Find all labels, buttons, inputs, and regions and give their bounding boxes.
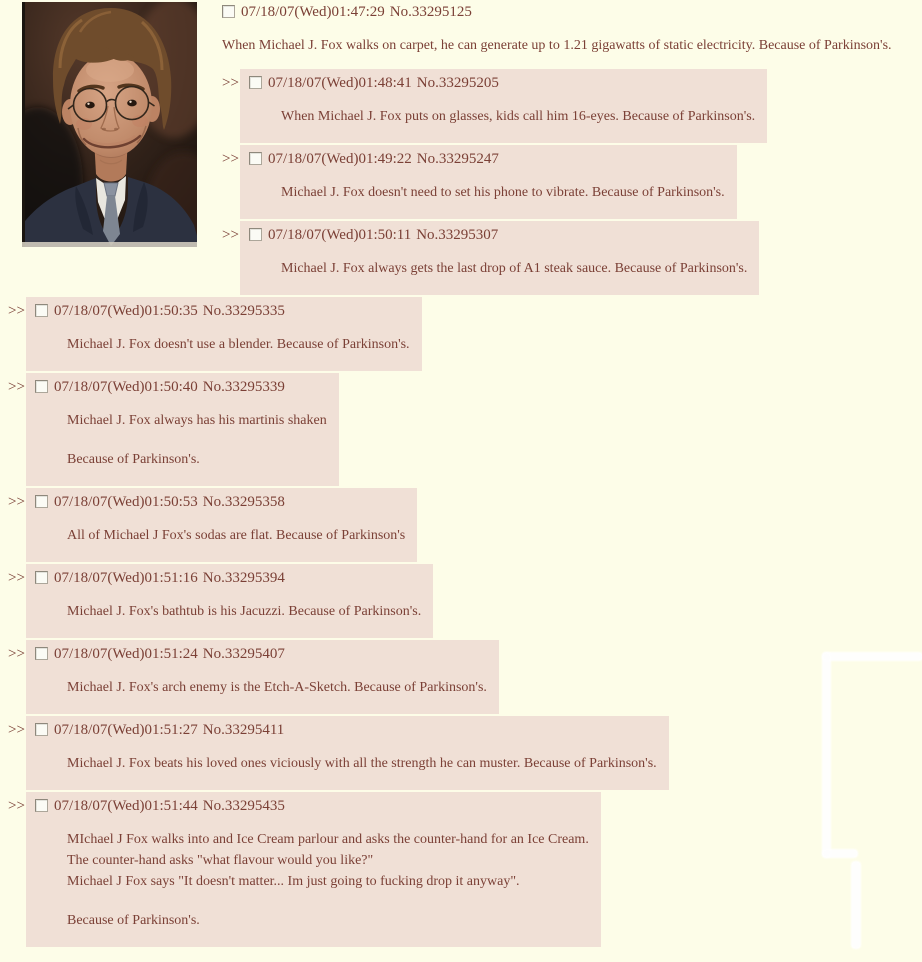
post-paragraph (67, 334, 410, 355)
op-image-michael-j-fox[interactable] (22, 2, 197, 247)
reply-arrow: >> (222, 75, 239, 91)
post-line: Michael J. Fox's arch enemy is the Etch-A-Sketch. Because of Parkinson's. (67, 680, 487, 695)
reply-post (8, 716, 922, 790)
post-timestamp: 07/18/07(Wed)01:50:40 (54, 379, 198, 395)
reply-arrow: >> (8, 722, 25, 738)
white-artifact-top (822, 652, 922, 661)
post-number[interactable]: No.33295358 (202, 494, 285, 510)
post-paragraph (67, 910, 589, 931)
post-line: Michael J. Fox always gets the last drop of A1 steak sauce. Because of Parkinson's. (281, 261, 748, 276)
post-paragraph (67, 753, 657, 774)
post-message (35, 677, 487, 698)
post-line: Michael J. Fox doesn't need to set his phone to vibrate. Because of Parkinson's. (281, 185, 725, 200)
post-checkbox[interactable] (35, 380, 48, 393)
reply-post (8, 564, 922, 638)
post-header (35, 569, 421, 587)
post-checkbox[interactable] (35, 571, 48, 584)
reply-arrow: >> (8, 646, 25, 662)
white-artifact-left (822, 652, 831, 858)
post-checkbox[interactable] (35, 495, 48, 508)
op-post-number[interactable]: No.33295125 (389, 4, 472, 20)
post-line: The counter-hand asks "what flavour would you like?" (67, 853, 374, 868)
post-paragraph (67, 677, 487, 698)
post-header (35, 645, 487, 663)
reply-box (26, 373, 339, 486)
post-number[interactable]: No.33295411 (202, 722, 285, 738)
post-timestamp: 07/18/07(Wed)01:51:16 (54, 570, 198, 586)
post-timestamp: 07/18/07(Wed)01:48:41 (268, 75, 412, 91)
post-timestamp: 07/18/07(Wed)01:50:11 (268, 227, 412, 243)
post-checkbox[interactable] (35, 723, 48, 736)
op-post-timestamp: 07/18/07(Wed)01:47:29 (241, 4, 385, 20)
reply-post (8, 297, 922, 371)
reply-box (26, 640, 499, 714)
post-number[interactable]: No.33295205 (416, 75, 499, 91)
post-timestamp: 07/18/07(Wed)01:50:35 (54, 303, 198, 319)
reply-box (26, 564, 433, 638)
post-header (35, 797, 589, 815)
reply-post (8, 792, 922, 947)
post-checkbox[interactable] (35, 304, 48, 317)
post-timestamp: 07/18/07(Wed)01:51:27 (54, 722, 198, 738)
post-line: When Michael J. Fox puts on glasses, kids call him 16-eyes. Because of Parkinson's. (281, 109, 756, 124)
post-timestamp: 07/18/07(Wed)01:50:53 (54, 494, 198, 510)
post-header (35, 302, 410, 320)
reply-post (8, 640, 922, 714)
post-line: All of Michael J Fox's sodas are flat. Because of Parkinson's (67, 528, 406, 543)
reply-arrow: >> (8, 303, 25, 319)
post-line: Michael J. Fox beats his loved ones viciously with all the strength he can muster. Because of Parkinson's. (67, 756, 657, 771)
post-message (35, 601, 421, 622)
post-timestamp: 07/18/07(Wed)01:51:24 (54, 646, 198, 662)
post-number[interactable]: No.33295335 (202, 303, 285, 319)
post-paragraph (67, 449, 327, 470)
post-number[interactable]: No.33295247 (416, 151, 499, 167)
reply-arrow: >> (8, 494, 25, 510)
post-number[interactable]: No.33295435 (202, 798, 285, 814)
post-number[interactable]: No.33295307 (416, 227, 499, 243)
white-artifact-bottom (822, 849, 858, 858)
post-checkbox[interactable] (249, 152, 262, 165)
reply-box (26, 792, 601, 947)
reply-post (8, 488, 922, 562)
post-paragraph (67, 525, 405, 546)
post-message (35, 753, 657, 774)
post-line: MIchael J Fox walks into and Ice Cream parlour and asks the counter-hand for an Ice Cream. (67, 832, 589, 847)
post-message (249, 106, 755, 127)
post-header (249, 74, 755, 92)
post-timestamp: 07/18/07(Wed)01:49:22 (268, 151, 412, 167)
post-header (35, 721, 657, 739)
op-post-checkbox[interactable] (222, 5, 235, 18)
post-message (249, 182, 725, 203)
post-message (249, 258, 747, 279)
post-line: Because of Parkinson's. (67, 452, 200, 467)
post-line: Michael J. Fox's bathtub is his Jacuzzi. Because of Parkinson's. (67, 604, 422, 619)
post-paragraph (281, 258, 747, 279)
post-paragraph (67, 829, 589, 892)
post-paragraph (281, 182, 725, 203)
reply-box (26, 297, 422, 371)
post-line: Because of Parkinson's. (67, 913, 200, 928)
post-checkbox[interactable] (249, 228, 262, 241)
post-paragraph (67, 601, 421, 622)
reply-post (8, 373, 922, 486)
post-message (35, 334, 410, 355)
reply-box (240, 69, 767, 143)
post-line: Michael J. Fox always has his martinis shaken (67, 413, 327, 428)
post-header (35, 493, 405, 511)
post-header (249, 226, 747, 244)
reply-box (26, 488, 417, 562)
post-checkbox[interactable] (249, 76, 262, 89)
reply-box (26, 716, 669, 790)
post-message (35, 829, 589, 931)
reply-arrow: >> (222, 227, 239, 243)
post-line: Michael J Fox says "It doesn't matter... Im just going to fucking drop it anyway". (67, 874, 520, 889)
post-header (35, 378, 327, 396)
reply-arrow: >> (8, 798, 25, 814)
post-paragraph (67, 410, 327, 431)
reply-box (240, 145, 737, 219)
post-header (249, 150, 725, 168)
reply-box (240, 221, 759, 295)
white-artifact-tail (851, 861, 861, 949)
reply-arrow: >> (222, 151, 239, 167)
post-number[interactable]: No.33295394 (202, 570, 285, 586)
post-paragraph (281, 106, 755, 127)
reply-arrow: >> (8, 379, 25, 395)
post-message (35, 410, 327, 470)
post-line: Michael J. Fox doesn't use a blender. Because of Parkinson's. (67, 337, 410, 352)
post-timestamp: 07/18/07(Wed)01:51:44 (54, 798, 198, 814)
reply-arrow: >> (8, 570, 25, 586)
post-message (35, 525, 405, 546)
post-checkbox[interactable] (35, 647, 48, 660)
post-checkbox[interactable] (35, 799, 48, 812)
op-post-message: When Michael J. Fox walks on carpet, he can generate up to 1.21 gigawatts of static electricity. Because of Parkinson's. (222, 38, 892, 53)
michael-j-fox-portrait (22, 2, 197, 247)
post-number[interactable]: No.33295339 (202, 379, 285, 395)
post-number[interactable]: No.33295407 (202, 646, 285, 662)
